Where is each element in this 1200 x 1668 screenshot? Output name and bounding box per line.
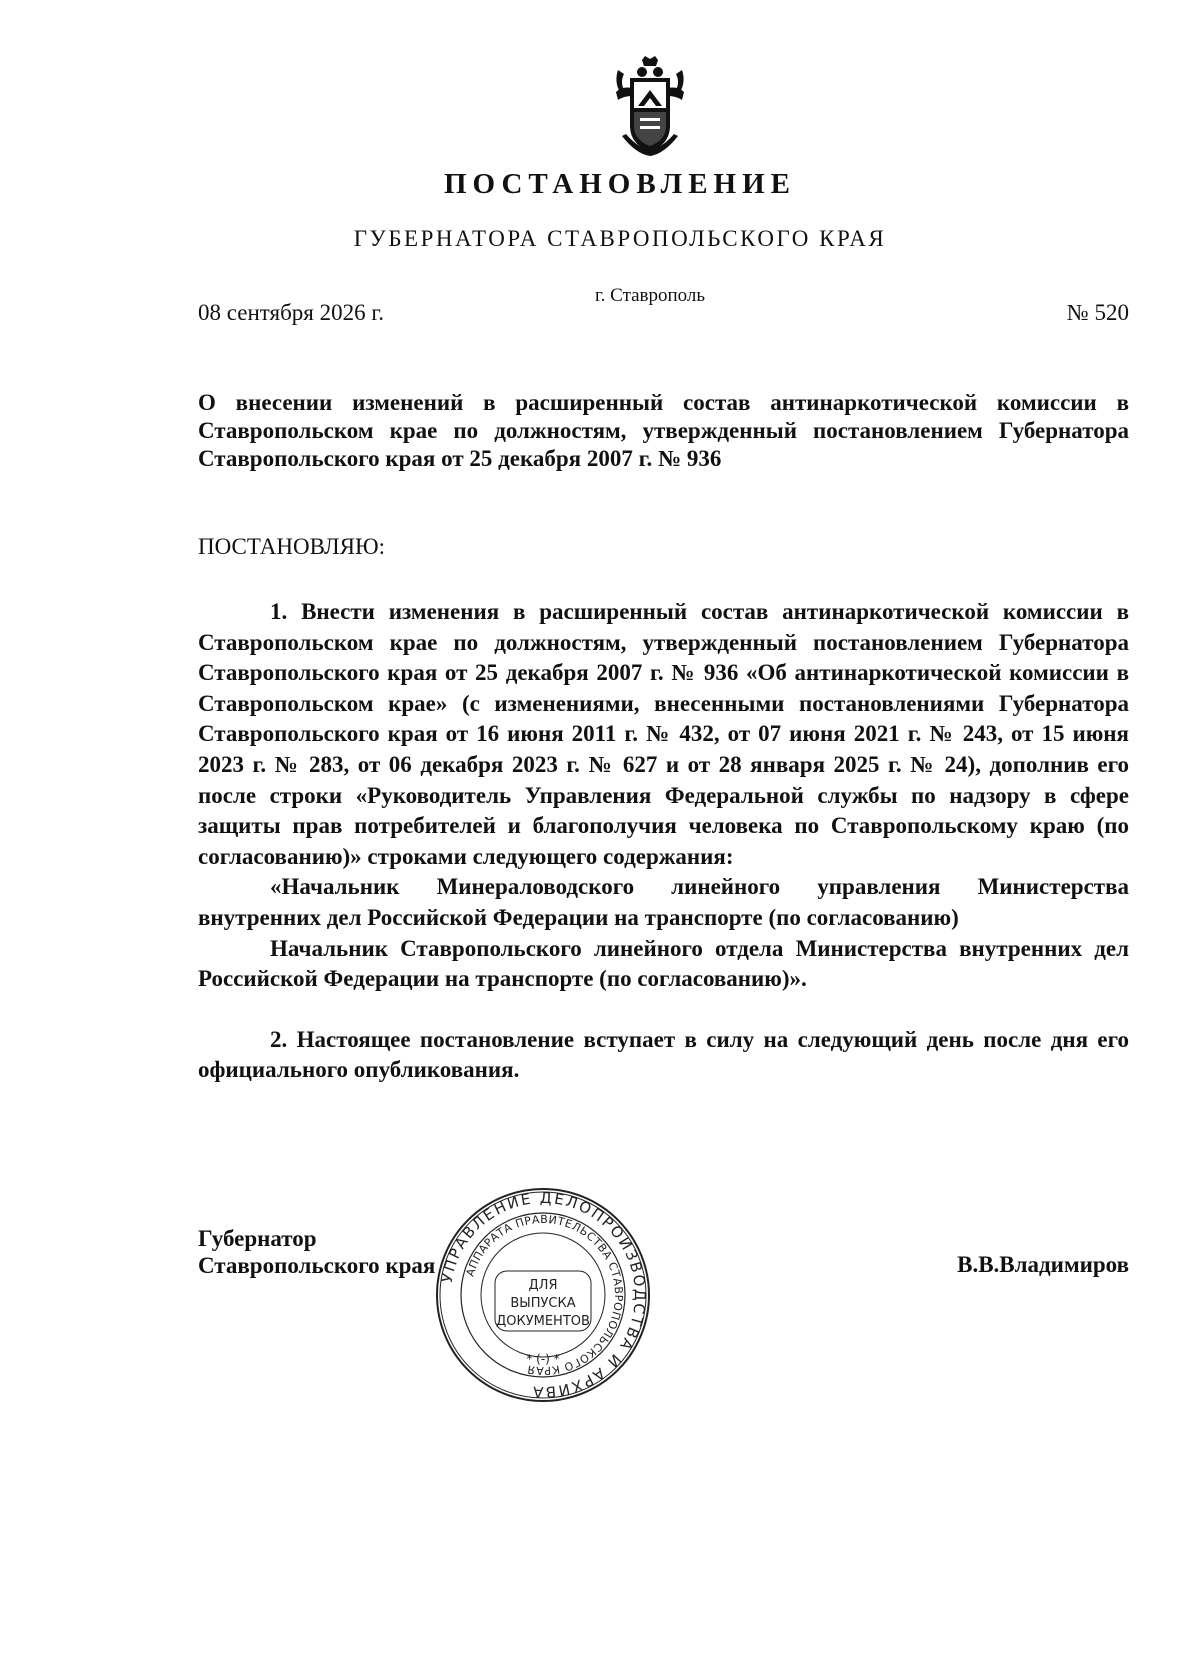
stamp-center-line-2: ВЫПУСКА bbox=[510, 1296, 576, 1311]
document-body bbox=[198, 597, 1129, 1086]
decree-word: ПОСТАНОВЛЯЮ: bbox=[198, 534, 386, 559]
document-type-title: ПОСТАНОВЛЕНИЕ bbox=[443, 168, 796, 200]
stamp-number: * (-) * bbox=[526, 1352, 560, 1366]
document-number: № 520 bbox=[1066, 300, 1129, 325]
paragraph-insert-2: Начальник Ставропольского линейного отдела Министерства внутренних дел Российской Федерации на транспорте (по согласованию)». bbox=[198, 935, 1129, 992]
stamp-outer-text: УПРАВЛЕНИЕ ДЕЛОПРОИЗВОДСТВА И АРХИВА bbox=[437, 1188, 650, 1402]
stamp-inner-text: АППАРАТА ПРАВИТЕЛЬСТВА СТАВРОПОЛЬСКОГО КРАЯ bbox=[463, 1212, 626, 1378]
paragraph-insert-1: «Начальник Минераловодского линейного управления Министерства внутренних дел Российской Федерации на транспорте (по согласованию) bbox=[198, 874, 1129, 930]
coat-of-arms-icon bbox=[612, 56, 688, 158]
signatory-position-line-2: Ставропольского края bbox=[198, 1253, 436, 1278]
stamp-center-line-1: ДЛЯ bbox=[528, 1278, 558, 1293]
city-label: г. Ставрополь bbox=[595, 285, 706, 306]
document-date: 08 сентября 2026 г. bbox=[198, 300, 384, 325]
signatory-position-line-1: Губернатор bbox=[198, 1226, 317, 1251]
issuer-title: ГУБЕРНАТОРА СТАВРОПОЛЬСКОГО КРАЯ bbox=[353, 226, 887, 251]
signatory-name: В.В.Владимиров bbox=[957, 1252, 1129, 1277]
document-subject: О внесении изменений в расширенный состав антинаркотической комиссии в Ставропольском крае по должностям, утвержденный постановлением Губернатора Ставропольского края от 25 декабря 2007 г. № 936 bbox=[198, 390, 1129, 471]
paragraph-2: 2. Настоящее постановление вступает в силу на следующий день после дня его официального опубликования. bbox=[198, 1026, 1129, 1083]
official-stamp-icon bbox=[433, 1185, 653, 1405]
stamp-center-line-3: ДОКУМЕНТОВ bbox=[496, 1314, 590, 1329]
paragraph-1: 1. Внести изменения в расширенный состав антинаркотической комиссии в Ставропольском крае по должностям, утвержденный постановлением Губернатора Ставропольского края от 25 декабря 2007 г. № 936 «Об антинаркотической комиссии в Ставропольском крае» (с изменениями, внесенными постановлениями Губернатора Ставропольского края от 16 июня 2011 г. № 432, от 07 июня 2021 г. № 243, от 15 июня 2023 г. № 283, от 06 декабря 2023 г. № 627 и от 28 января 2025 г. № 24), дополнив его после строки «Руководитель Управления Федеральной службы по надзору в сфере защиты прав потребителей и благополучия человека по Ставропольскому краю (по согласованию)» строками следующего содержания: bbox=[198, 599, 1129, 869]
signatory-position bbox=[198, 1225, 435, 1279]
